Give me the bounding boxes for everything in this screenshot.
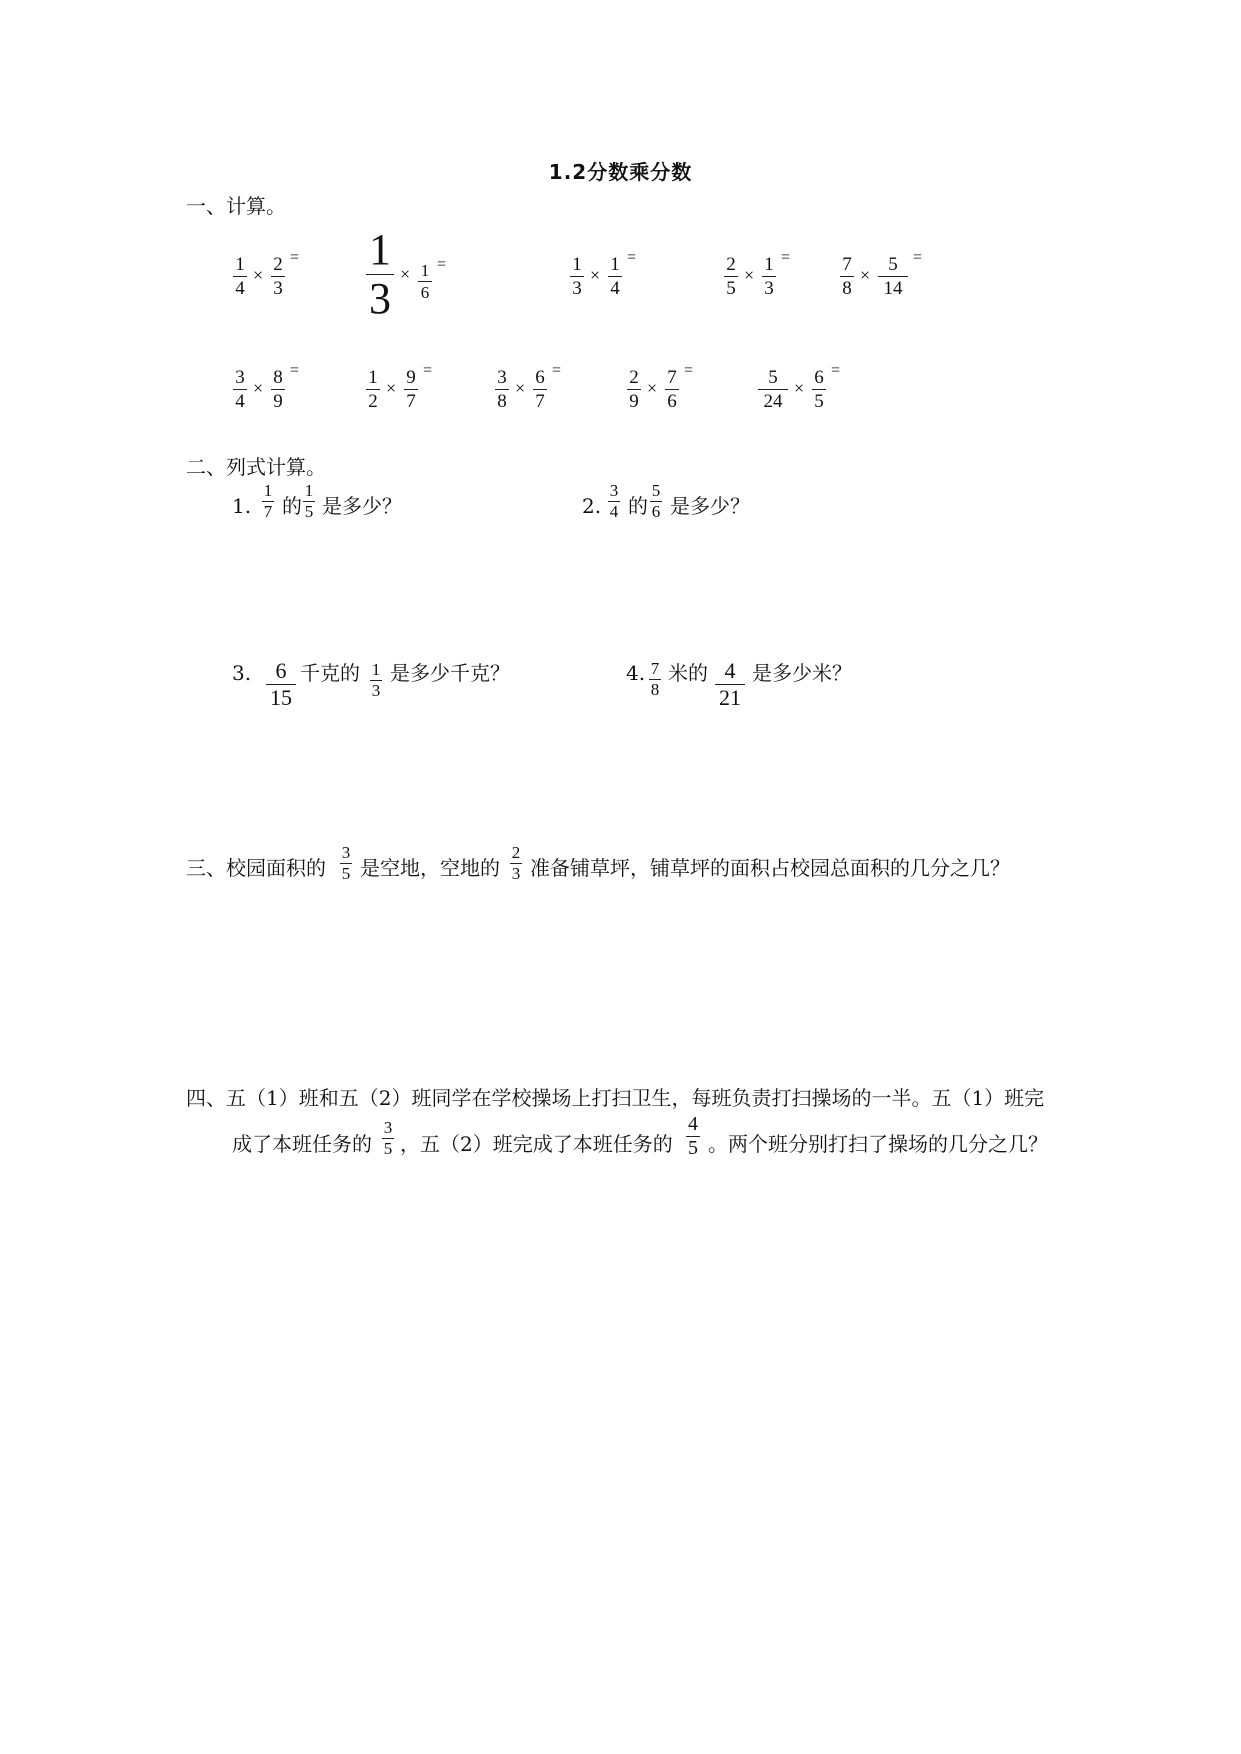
fraction-right (404, 366, 418, 413)
fraction-right (812, 366, 826, 413)
problem-2-label: 2. (582, 494, 602, 518)
problem-3-text-mid: 千克的 (300, 661, 360, 685)
numerator: 4 (688, 1113, 698, 1135)
denominator: 4 (610, 278, 620, 299)
equals-sign: = (684, 362, 694, 379)
denominator: 6 (420, 283, 430, 302)
denominator: 7 (263, 502, 273, 521)
numerator: 2 (273, 254, 283, 275)
numerator: 1 (371, 660, 381, 679)
denominator: 3 (511, 864, 521, 883)
problem-1-label: 1. (232, 494, 252, 518)
section-4-text-c: 。两个班分别打扫了操场的几分之几？ (708, 1132, 1048, 1156)
denominator: 6 (667, 391, 677, 412)
times-sign: × (253, 265, 264, 285)
section-4-fraction-b (686, 1113, 700, 1160)
problem-4-text-tail: 是多少米？ (752, 661, 852, 685)
numerator: 1 (368, 367, 378, 388)
denominator: 21 (719, 685, 741, 710)
problem-4-label: 4. (626, 661, 646, 685)
denominator: 8 (497, 391, 507, 412)
section-2-heading: 二、列式计算。 (186, 455, 326, 479)
times-sign: × (400, 264, 411, 284)
numerator: 6 (275, 658, 287, 683)
numerator: 1 (420, 261, 430, 280)
numerator: 3 (497, 367, 507, 388)
denominator: 4 (609, 502, 619, 521)
fraction-left (233, 253, 247, 300)
equals-sign: = (423, 362, 433, 379)
section-4-line-1: 四、五（1）班和五（2）班同学在学校操场上打扫卫生，每班负责打扫操场的一半。五（1）班完 (186, 1086, 1045, 1110)
section-4-text-a: 成了本班任务的 (232, 1132, 372, 1156)
numerator: 5 (651, 481, 661, 500)
denominator: 8 (650, 680, 660, 699)
equals-sign: = (627, 249, 637, 266)
problem-4-fraction-b (715, 658, 745, 711)
fraction-left (627, 366, 641, 413)
fraction-left (495, 366, 509, 413)
fraction-right (762, 253, 776, 300)
denominator: 3 (572, 278, 582, 299)
times-sign: × (386, 378, 397, 398)
fraction-right (271, 253, 285, 300)
problem-3-fraction-a (266, 658, 296, 711)
denominator: 4 (235, 391, 245, 412)
times-sign: × (744, 265, 755, 285)
denominator: 9 (273, 391, 283, 412)
numerator: 1 (369, 225, 391, 274)
fraction-right (418, 260, 432, 303)
fraction-left (724, 253, 738, 300)
fraction-right (533, 366, 547, 413)
fraction-left (233, 366, 247, 413)
denominator: 5 (726, 278, 736, 299)
denominator: 3 (371, 681, 381, 700)
fraction-right (271, 366, 285, 413)
numerator: 1 (610, 254, 620, 275)
denominator: 3 (273, 278, 283, 299)
equals-sign: = (290, 249, 300, 266)
problem-2-text-of: 的 (628, 494, 648, 518)
numerator: 3 (609, 481, 619, 500)
problem-1-text-tail: 是多少？ (322, 494, 402, 518)
fraction-left (758, 366, 788, 413)
problem-3-fraction-b (370, 660, 382, 701)
section-3-text-a: 三、校园面积的 (186, 856, 326, 880)
fraction-left (366, 226, 394, 323)
denominator: 3 (764, 278, 774, 299)
page-title: 1.2分数乘分数 (548, 160, 693, 184)
section-3-fraction-b (510, 843, 522, 884)
numerator: 5 (768, 367, 778, 388)
denominator: 14 (883, 278, 903, 299)
section-3-text-b: 是空地，空地的 (360, 856, 500, 880)
times-sign: × (647, 378, 658, 398)
denominator: 5 (688, 1137, 698, 1159)
fraction-right (608, 253, 622, 300)
denominator: 5 (383, 1139, 393, 1158)
numerator: 1 (764, 254, 774, 275)
fraction-right (665, 366, 679, 413)
denominator: 2 (368, 391, 378, 412)
numerator: 1 (235, 254, 245, 275)
problem-4-fraction-a (649, 659, 661, 700)
denominator: 8 (842, 278, 852, 299)
section-4-fraction-a (382, 1118, 394, 1159)
numerator: 7 (842, 254, 852, 275)
numerator: 6 (535, 367, 545, 388)
problem-4-text-mid: 米的 (668, 661, 708, 685)
numerator: 1 (304, 481, 314, 500)
section-3-fraction-a (340, 843, 352, 884)
section-1-heading: 一、计算。 (186, 194, 286, 218)
problem-2-fraction-a (608, 481, 620, 522)
problem-3-label: 3. (232, 661, 252, 685)
fraction-right (878, 253, 908, 300)
fraction-left (366, 366, 380, 413)
numerator: 9 (406, 367, 416, 388)
denominator: 6 (651, 502, 661, 521)
equals-sign: = (913, 249, 923, 266)
numerator: 1 (263, 481, 273, 500)
times-sign: × (515, 378, 526, 398)
numerator: 5 (888, 254, 898, 275)
times-sign: × (860, 265, 871, 285)
problem-1-text-of: 的 (282, 494, 302, 518)
numerator: 2 (629, 367, 639, 388)
problem-1-fraction-b (303, 481, 315, 522)
fraction-left (840, 253, 854, 300)
problem-2-text-tail: 是多少？ (670, 494, 750, 518)
equals-sign: = (781, 249, 791, 266)
section-3-text-c: 准备铺草坪，铺草坪的面积占校园总面积的几分之几？ (530, 856, 1010, 880)
denominator: 15 (270, 685, 292, 710)
problem-3-text-tail: 是多少千克？ (390, 661, 510, 685)
numerator: 3 (341, 843, 351, 862)
numerator: 7 (650, 659, 660, 678)
denominator: 24 (763, 391, 783, 412)
numerator: 2 (511, 843, 521, 862)
numerator: 2 (726, 254, 736, 275)
numerator: 1 (572, 254, 582, 275)
times-sign: × (253, 378, 264, 398)
fraction-left (570, 253, 584, 300)
equals-sign: = (831, 362, 841, 379)
numerator: 3 (383, 1118, 393, 1137)
section-4-text-b: ，五（2）班完成了本班任务的 (400, 1132, 673, 1156)
denominator: 7 (535, 391, 545, 412)
denominator: 5 (814, 391, 824, 412)
problem-2-fraction-b (650, 481, 662, 522)
numerator: 6 (814, 367, 824, 388)
times-sign: × (794, 378, 805, 398)
denominator: 4 (235, 278, 245, 299)
times-sign: × (590, 265, 601, 285)
equals-sign: = (437, 256, 447, 273)
numerator: 8 (273, 367, 283, 388)
denominator: 5 (304, 502, 314, 521)
denominator: 7 (406, 391, 416, 412)
denominator: 5 (341, 864, 351, 883)
equals-sign: = (552, 362, 562, 379)
numerator: 3 (235, 367, 245, 388)
numerator: 7 (667, 367, 677, 388)
equals-sign: = (290, 362, 300, 379)
denominator: 9 (629, 391, 639, 412)
denominator: 3 (369, 274, 391, 323)
problem-1-fraction-a (262, 481, 274, 522)
numerator: 4 (724, 658, 736, 683)
